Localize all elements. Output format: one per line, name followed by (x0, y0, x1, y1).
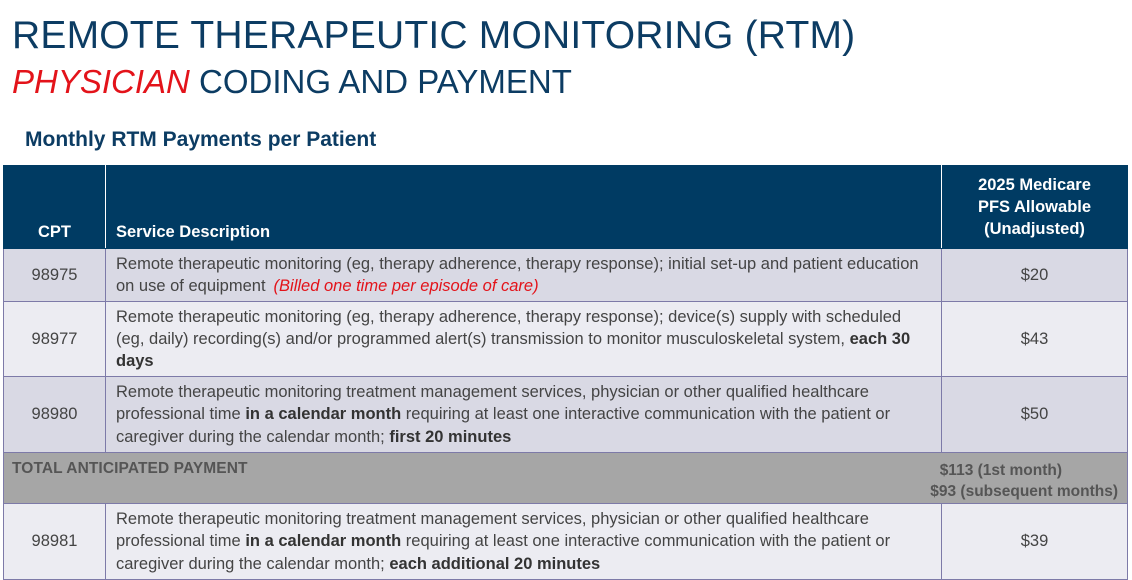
total-values (930, 460, 1118, 502)
description-text: Remote therapeutic monitoring (eg, therapy adherence, therapy response); initial set-up and patient education on use of equipment (116, 254, 919, 295)
description-text: Remote therapeutic monitoring (eg, therapy adherence, therapy response); device(s) supply with scheduled (eg, daily) recording(s) and/or programmed alert(s) transmission to monitor musculoskeletal system, (116, 307, 902, 348)
description-text: requiring at least one interactive communication with the patient or caregiver during the calendar month; (116, 532, 891, 573)
description-bold: each additional 20 minutes (389, 554, 601, 573)
subtitle-rest: CODING AND PAYMENT (189, 63, 572, 100)
billing-note: (Billed one time per episode of care) (273, 277, 539, 295)
allowable-line2: PFS Allowable (977, 198, 1092, 216)
column-header-description: Service Description (106, 166, 942, 249)
description-bold: in a calendar month (245, 532, 402, 551)
service-description (106, 377, 942, 453)
service-description (106, 504, 942, 580)
allowable-amount: $20 (942, 249, 1128, 302)
table-row (4, 249, 1128, 302)
allowable-line3: (Unadjusted) (984, 220, 1085, 238)
allowable-amount: $50 (942, 377, 1128, 453)
description-text: requiring at least one interactive communication with the patient or caregiver during the calendar month; (116, 405, 891, 446)
allowable-line1: 2025 Medicare (978, 176, 1091, 194)
table-row (4, 377, 1128, 453)
total-first-month: $113 (1st month) (939, 462, 1062, 479)
rtm-payments-table (3, 165, 1128, 580)
cpt-code: 98975 (4, 249, 106, 302)
column-header-allowable (942, 166, 1128, 249)
cpt-code: 98981 (4, 504, 106, 580)
section-title: Monthly RTM Payments per Patient (25, 128, 377, 151)
description-text: Remote therapeutic monitoring treatment management services, physician or other qualified healthcare professional time (116, 510, 869, 551)
cpt-code: 98980 (4, 377, 106, 453)
allowable-amount: $43 (942, 302, 1128, 377)
description-text: Remote therapeutic monitoring treatment management services, physician or other qualified healthcare professional time (116, 383, 869, 424)
total-row (4, 453, 1128, 504)
total-label: TOTAL ANTICIPATED PAYMENT (12, 460, 248, 477)
table-header-row (4, 166, 1128, 249)
cpt-code: 98977 (4, 302, 106, 377)
page-title: REMOTE THERAPEUTIC MONITORING (RTM) (12, 14, 856, 57)
page-subtitle (12, 63, 572, 101)
column-header-cpt: CPT (4, 166, 106, 249)
table-row (4, 504, 1128, 580)
service-description (106, 249, 942, 302)
description-bold: each 30 days (116, 329, 911, 371)
table-row (4, 302, 1128, 377)
total-cell (4, 453, 1128, 504)
description-bold: in a calendar month (245, 405, 402, 424)
allowable-amount: $39 (942, 504, 1128, 580)
service-description (106, 302, 942, 377)
total-subsequent-months: $93 (subsequent months) (930, 483, 1118, 500)
description-bold: first 20 minutes (389, 427, 512, 446)
subtitle-accent: PHYSICIAN (12, 63, 190, 100)
